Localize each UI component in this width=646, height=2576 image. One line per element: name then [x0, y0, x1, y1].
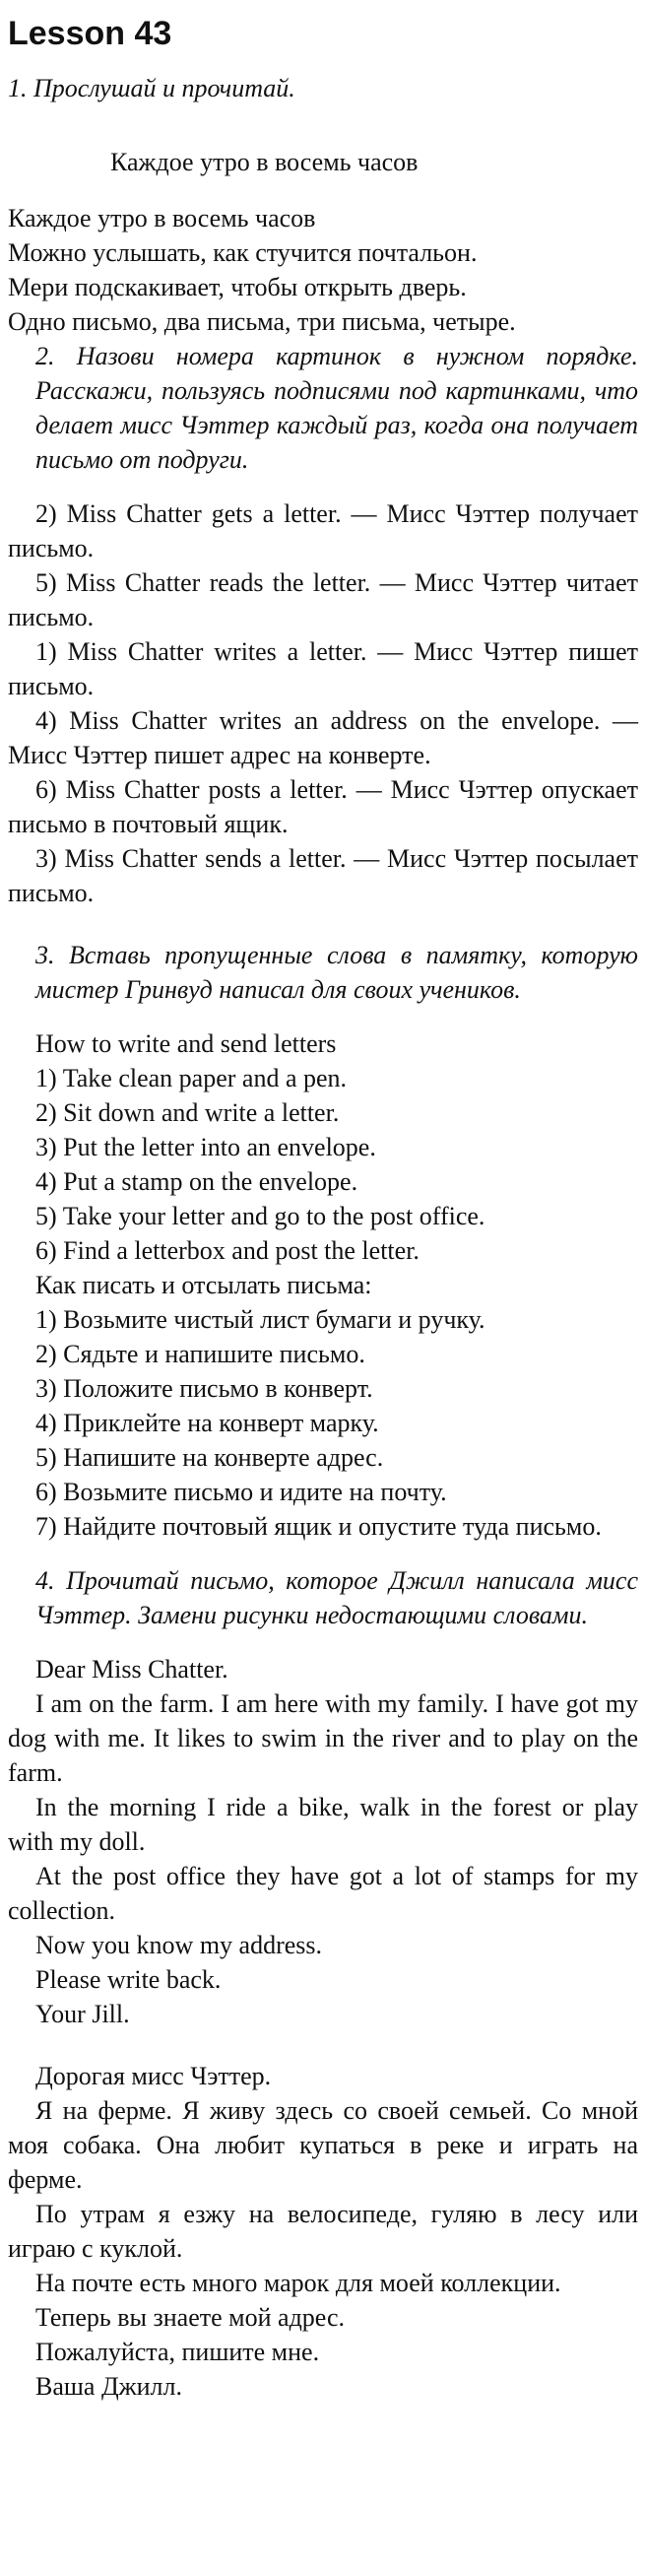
poem-line: Мери подскакивает, чтобы открыть дверь.: [8, 273, 467, 301]
memo-item-ru: 7) Найдите почтовый ящик и опустите туда письмо.: [35, 1512, 602, 1541]
task-2-item: 1) Miss Chatter writes a letter. — Мисс Чэттер пишет письмо.: [8, 637, 638, 700]
memo-item-ru: 3) Положите письмо в конверт.: [35, 1374, 373, 1403]
poem-line: Каждое утро в восемь часов: [8, 204, 316, 232]
letter-paragraph-ru: По утрам я езжу на велосипеде, гуляю в лесу или играю с куклой.: [8, 2200, 638, 2263]
poem-title: Каждое утро в восемь часов: [110, 148, 419, 176]
memo-item-ru: 6) Возьмите письмо и идите на почту.: [35, 1478, 447, 1506]
task-4: [8, 1563, 638, 2404]
memo-item-ru: 5) Напишите на конверте адрес.: [35, 1443, 384, 1472]
letter-paragraph-en: I am on the farm. I am here with my family. I have got my dog with me. It likes to swim in the river and to play on the farm.: [8, 1689, 638, 1787]
task-3-instruction: 3. Вставь пропущенные слова в памятку, которую мистер Гринвуд написал для своих учеников.: [35, 941, 638, 1004]
task-1: [8, 71, 638, 339]
memo-item-en: 4) Put a stamp on the envelope.: [35, 1167, 358, 1196]
task-2-item: 4) Miss Chatter writes an address on the envelope. — Мисс Чэттер пишет адрес на конверте.: [8, 706, 638, 769]
letter-greeting-en: Dear Miss Chatter.: [35, 1655, 228, 1684]
letter-paragraph-ru: Пожалуйста, пишите мне.: [35, 2338, 320, 2366]
task-2: [8, 339, 638, 910]
memo-item-ru: 1) Возьмите чистый лист бумаги и ручку.: [35, 1305, 485, 1334]
memo-heading-en: How to write and send letters: [35, 1029, 337, 1058]
task-2-item: 6) Miss Chatter posts a letter. — Мисс Чэттер опускает письмо в почтовый ящик.: [8, 775, 638, 838]
memo-item-en: 3) Put the letter into an envelope.: [35, 1133, 376, 1161]
task-2-item: 2) Miss Chatter gets a letter. — Мисс Чэттер получает письмо.: [8, 499, 638, 562]
memo-item-en: 2) Sit down and write a letter.: [35, 1098, 340, 1127]
letter-paragraph-ru: На почте есть много марок для моей коллекции.: [35, 2269, 561, 2297]
task-2-item: 5) Miss Chatter reads the letter. — Мисс Чэттер читает письмо.: [8, 568, 638, 631]
memo-item-ru: 2) Сядьте и напишите письмо.: [35, 1340, 365, 1368]
poem-line: Можно услышать, как стучится почтальон.: [8, 238, 478, 267]
memo-item-en: 1) Take clean paper and a pen.: [35, 1064, 348, 1092]
letter-signature-ru: Ваша Джилл.: [35, 2372, 183, 2401]
letter-signature-en: Your Jill.: [35, 2000, 130, 2028]
task-2-item: 3) Miss Chatter sends a letter. — Мисс Чэттер посылает письмо.: [8, 844, 638, 907]
memo-item-en: 6) Find a letterbox and post the letter.: [35, 1236, 420, 1265]
task-3: [8, 938, 638, 1544]
lesson-title: Lesson 43: [8, 15, 172, 52]
memo-item-en: 5) Take your letter and go to the post office.: [35, 1202, 485, 1230]
task-4-instruction: 4. Прочитай письмо, которое Джилл написала мисс Чэттер. Замени рисунки недостающими словами.: [35, 1566, 638, 1629]
memo-item-ru: 4) Приклейте на конверт марку.: [35, 1409, 379, 1437]
letter-paragraph-en: In the morning I ride a bike, walk in the forest or play with my doll.: [8, 1793, 638, 1856]
letter-paragraph-en: Please write back.: [35, 1965, 222, 1994]
letter-paragraph-ru: Теперь вы знаете мой адрес.: [35, 2303, 346, 2332]
letter-paragraph-en: At the post office they have got a lot of stamps for my collection.: [8, 1862, 638, 1925]
poem-line: Одно письмо, два письма, три письма, четыре.: [8, 307, 516, 336]
memo-heading-ru: Как писать и отсылать письма:: [35, 1271, 372, 1299]
letter-paragraph-ru: Я на ферме. Я живу здесь со своей семьей. Со мной моя собака. Она любит купаться в реке и играть на ферме.: [8, 2096, 638, 2194]
task-1-instruction: 1. Прослушай и прочитай.: [8, 74, 295, 102]
letter-paragraph-en: Now you know my address.: [35, 1931, 323, 1959]
letter-greeting-ru: Дорогая мисс Чэттер.: [35, 2062, 272, 2090]
task-2-instruction: 2. Назови номера картинок в нужном порядке. Расскажи, пользуясь подписями под картинками, что делает мисс Чэттер каждый раз, когда она получает письмо от подруги.: [35, 342, 638, 474]
